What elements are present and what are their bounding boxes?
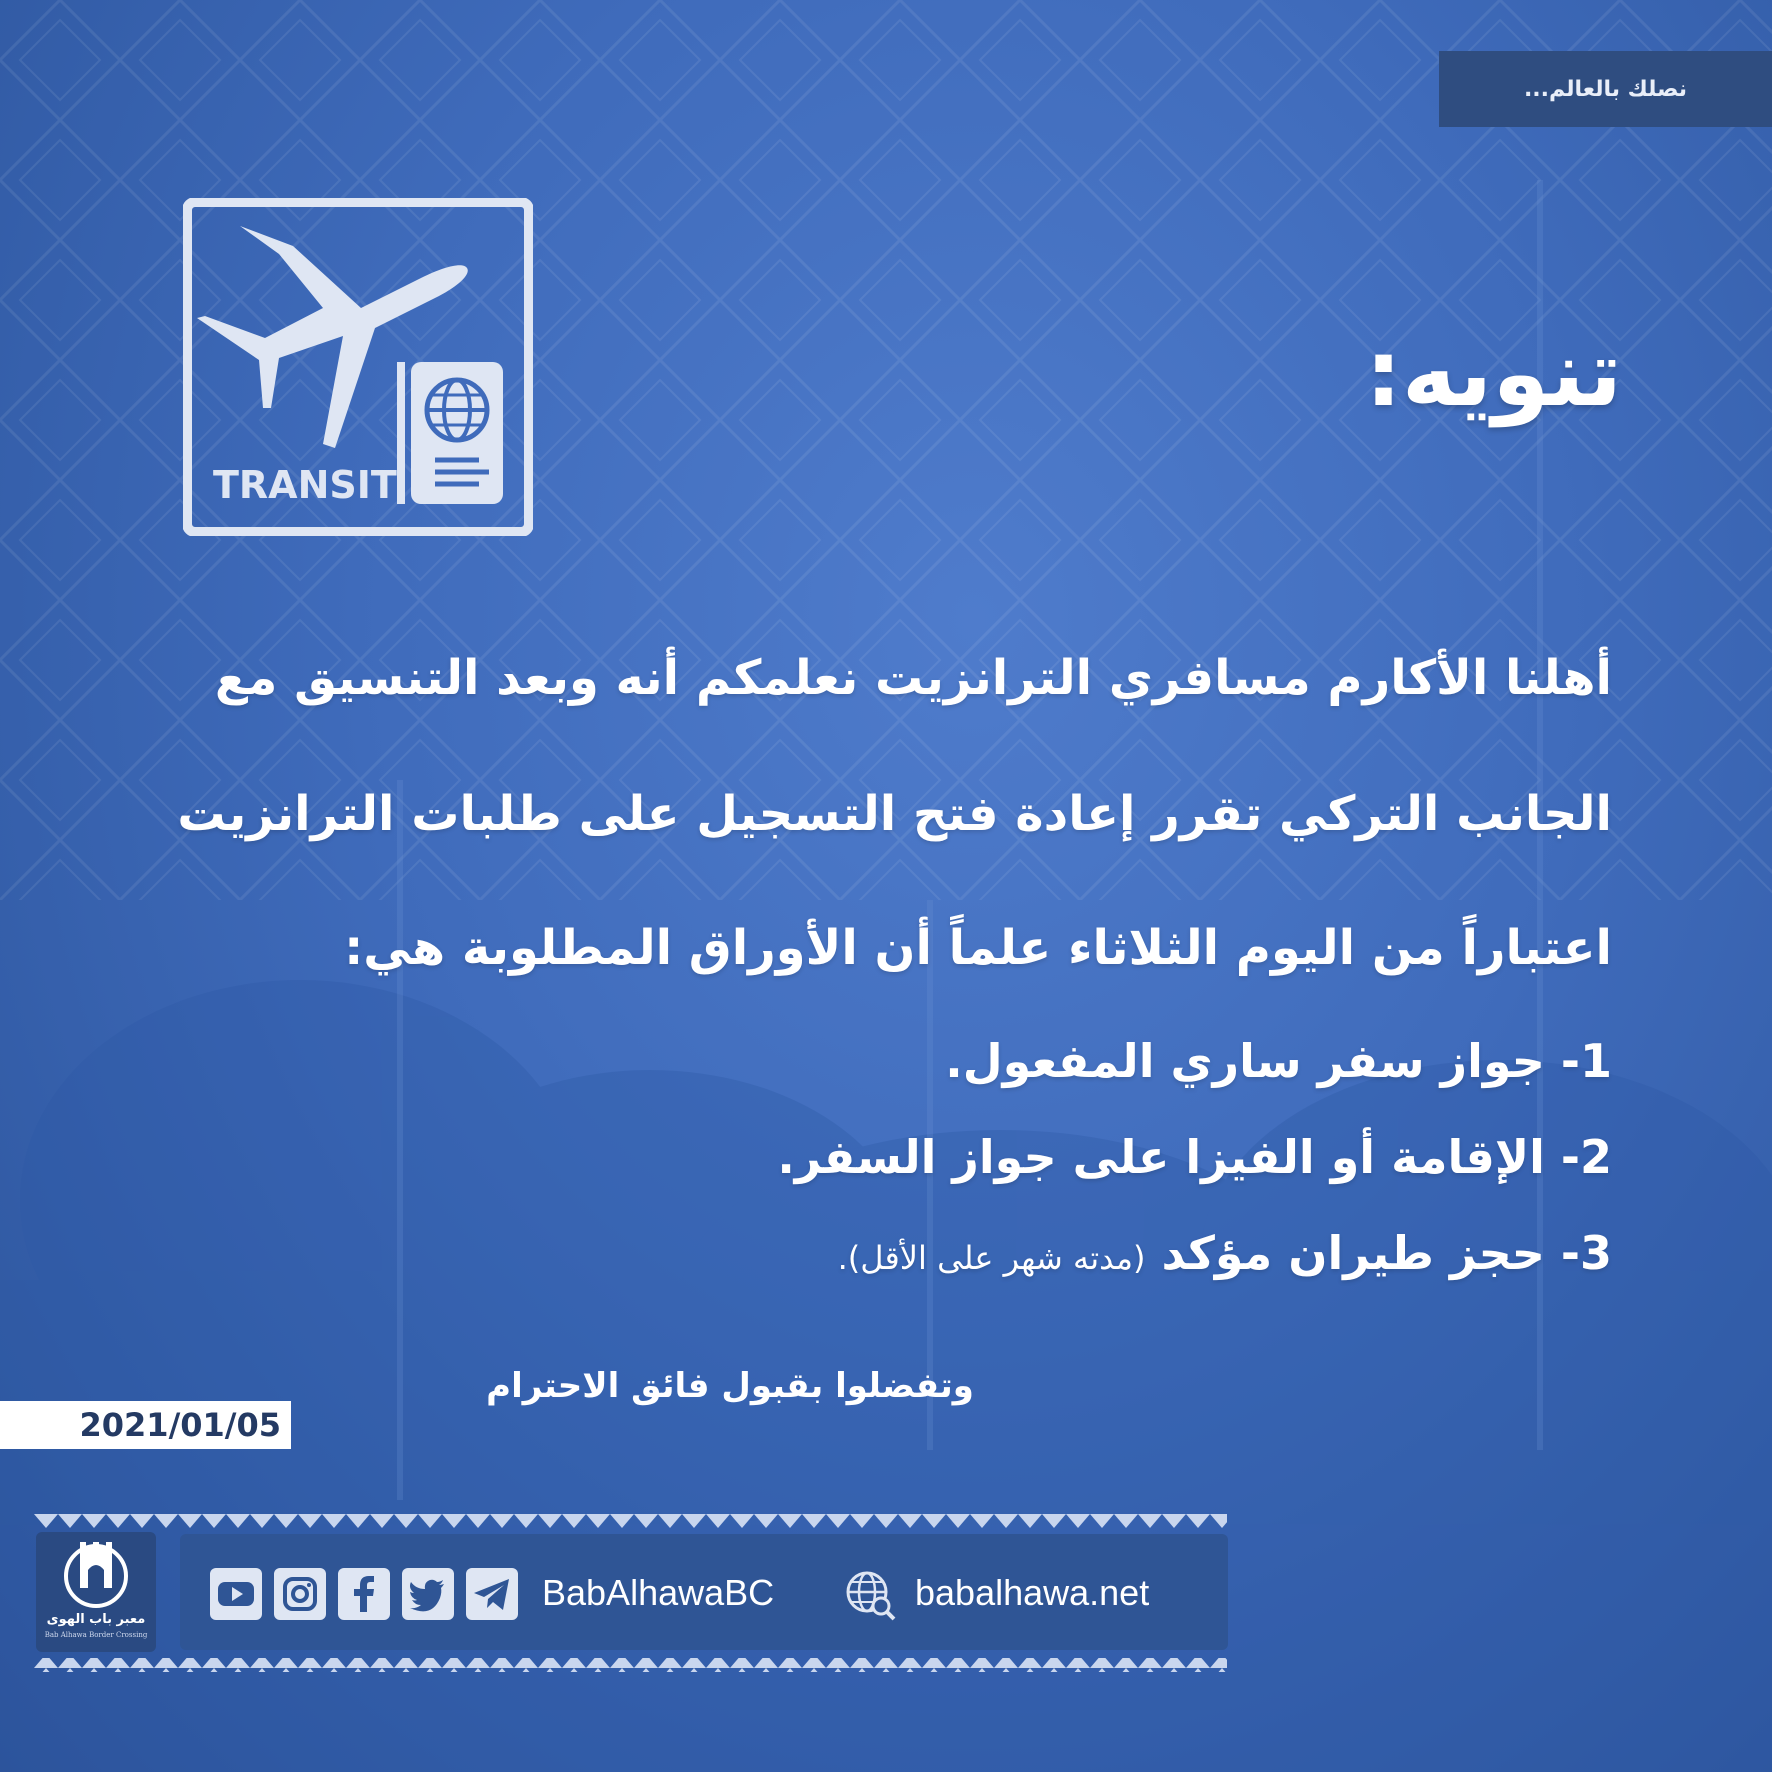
requirement-note: (مدته شهر على الأقل).	[837, 1239, 1146, 1277]
bab-alhawa-logo	[36, 1532, 156, 1652]
instagram-icon[interactable]	[274, 1568, 326, 1620]
closing-text: وتفضلوا بقبول فائق الاحترام	[486, 1366, 974, 1406]
requirement-item-2	[212, 1130, 1612, 1184]
tagline-text: نصلك بالعالم...	[1523, 76, 1688, 102]
paragraph-line-3: اعتباراً من اليوم الثلاثاء علماً أن الأوراق المطلوبة هي:	[344, 920, 1612, 976]
requirement-text: 1- جواز سفر ساري المفعول.	[945, 1034, 1612, 1088]
requirement-item-1	[212, 1034, 1612, 1088]
gate-logo-icon	[36, 1532, 156, 1612]
paragraph-line-2: الجانب التركي تقرر إعادة فتح التسجيل على طلبات الترانزيت	[177, 786, 1612, 842]
logo-name-en: Bab Alhawa Border Crossing	[44, 1631, 148, 1639]
airplane-passport-icon	[183, 198, 533, 536]
globe-search-icon	[843, 1568, 897, 1622]
website-link[interactable]: babalhawa.net	[915, 1572, 1150, 1613]
telegram-icon[interactable]	[466, 1568, 518, 1620]
facebook-icon[interactable]	[338, 1568, 390, 1620]
date-badge	[0, 1401, 291, 1449]
youtube-icon[interactable]	[210, 1568, 262, 1620]
twitter-icon[interactable]	[402, 1568, 454, 1620]
logo-name-ar: معبر باب الهوى	[46, 1612, 146, 1627]
social-handle[interactable]: BabAlhawaBC	[542, 1572, 775, 1613]
date-text: 2021/01/05	[79, 1406, 281, 1444]
tagline-banner	[1439, 51, 1772, 127]
badge-label: TRANSIT	[213, 463, 397, 507]
requirement-item-3	[212, 1226, 1612, 1280]
page-title: تنويه:	[1365, 320, 1622, 427]
requirement-text: 3- حجز طيران مؤكد	[1161, 1226, 1612, 1280]
requirement-text: 2- الإقامة أو الفيزا على جواز السفر.	[777, 1130, 1612, 1184]
paragraph-line-1: أهلنا الأكارم مسافري الترانزيت نعلمكم أنه وبعد التنسيق مع	[214, 650, 1612, 706]
